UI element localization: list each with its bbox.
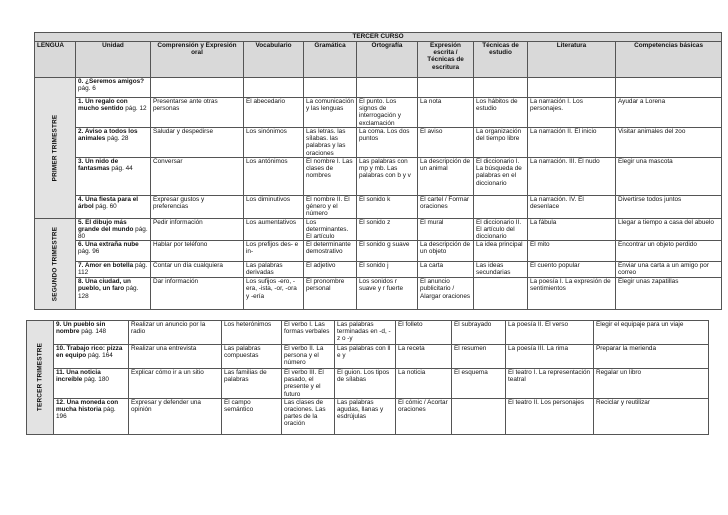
- unit-title: 1. Un regalo con mucho sentido: [78, 98, 128, 113]
- table-row: [27, 398, 709, 434]
- vocabulario-cell: Las familias de palabras: [222, 369, 282, 399]
- trimester-label: [35, 78, 76, 219]
- unit-title: 8. Una ciudad, un pueblo, un faro: [78, 278, 131, 293]
- gramatica-cell: El pronombre personal: [304, 278, 357, 310]
- vocabulario-cell: Los heterónimos: [222, 321, 282, 345]
- estudio-cell: [474, 78, 528, 98]
- ortografia-cell: Las palabras terminadas en -d, -z o -y: [335, 321, 396, 345]
- escritura-cell: El aviso: [418, 128, 474, 158]
- unit-cell: [54, 345, 129, 369]
- unit-title: 3. Un nido de fantasmas: [78, 158, 119, 173]
- escritura-cell: El cómic / Acortar oraciones: [396, 398, 452, 434]
- escritura-cell: La nota: [418, 98, 474, 128]
- escritura-cell: La carta: [418, 262, 474, 278]
- col-header-unidad: Unidad: [76, 42, 151, 78]
- competencias-cell: Llegar a tiempo a casa del abuelo: [616, 218, 722, 241]
- ortografia-cell: La coma. Los dos puntos: [357, 128, 418, 158]
- course-title: TERCER CURSO: [35, 33, 722, 42]
- competencias-cell: Regalar un libro: [594, 369, 709, 399]
- competencias-cell: Divertirse todos juntos: [616, 196, 722, 219]
- unit-page: pág. 44: [111, 165, 133, 173]
- gramatica-cell: El adjetivo: [304, 262, 357, 278]
- unit-cell: [76, 158, 151, 196]
- col-header-competencias: Competencias básicas: [616, 42, 722, 78]
- vocabulario-cell: Los sinónimos: [244, 128, 304, 158]
- unit-page: pág. 60: [95, 203, 117, 211]
- literatura-cell: [528, 78, 616, 98]
- comprension-cell: Saludar y despedirse: [151, 128, 244, 158]
- competencias-cell: [616, 78, 722, 98]
- unit-page: pág. 28: [107, 135, 129, 143]
- escritura-cell: La receta: [396, 345, 452, 369]
- col-header-ortografia: Ortografía: [357, 42, 418, 78]
- unit-page: pág. 96: [78, 248, 100, 256]
- unit-page: pág. 196: [56, 406, 116, 421]
- ortografia-cell: [357, 78, 418, 98]
- table-row: [35, 98, 722, 128]
- main-table: [34, 32, 722, 310]
- unit-page: pág. 80: [78, 225, 148, 241]
- gramatica-cell: El verbo II. La persona y el número: [282, 345, 335, 369]
- literatura-cell: La narración. IV. El desenlace: [528, 196, 616, 219]
- col-header-estudio: Técnicas de estudio: [474, 42, 528, 78]
- literatura-cell: La poesía I. La expresión de sentimientos: [528, 278, 616, 310]
- unit-page: pág. 128: [78, 285, 139, 300]
- unit-cell: [76, 262, 151, 278]
- gramatica-cell: Los determinantes. El artículo: [304, 218, 357, 241]
- gramatica-cell: El verbo III. El pasado, el presente y el futuro: [282, 369, 335, 399]
- competencias-cell: Elegir el equipaje para un viaje: [594, 321, 709, 345]
- trimester-label-text: PRIMER TRIMESTRE: [51, 114, 59, 182]
- vocabulario-cell: Los aumentativos: [244, 218, 304, 241]
- literatura-cell: La fábula: [528, 218, 616, 241]
- literatura-cell: La narración. III. El nudo: [528, 158, 616, 196]
- estudio-cell: Las ideas secundarias: [474, 262, 528, 278]
- unit-title: 9. Un pueblo sin nombre: [56, 321, 106, 336]
- unit-cell: [54, 398, 129, 434]
- estudio-cell: [474, 196, 528, 219]
- unit-cell: [76, 78, 151, 98]
- unit-cell: [76, 196, 151, 219]
- competencias-cell: Encontrar un objeto perdido: [616, 241, 722, 262]
- unit-cell: [76, 128, 151, 158]
- unit-page: pág. 12: [125, 105, 147, 113]
- col-header-gramatica: Gramática: [304, 42, 357, 78]
- ortografia-cell: El sonido z: [357, 218, 418, 241]
- ortografia-cell: Las palabras agudas, llanas y esdrújulas: [335, 398, 396, 434]
- table-row: [27, 369, 709, 399]
- comprension-cell: Realizar una entrevista: [129, 345, 222, 369]
- comprension-cell: Presentarse ante otras personas: [151, 98, 244, 128]
- unit-title: 2. Aviso a todos los animales: [78, 128, 138, 143]
- table-row: [35, 241, 722, 262]
- comprension-cell: Expresar y defender una opinión: [129, 398, 222, 434]
- unit-title: 10. Trabajo rico: pizza en equipo: [56, 345, 123, 360]
- estudio-cell: [474, 278, 528, 310]
- gramatica-cell: El verbo I. Las formas verbales: [282, 321, 335, 345]
- vocabulario-cell: Las palabras compuestas: [222, 345, 282, 369]
- ortografia-cell: El punto. Los signos de interrogación y exclamación: [357, 98, 418, 128]
- literatura-cell: El teatro II. Los personajes: [506, 398, 594, 434]
- unit-title: 6. Una extraña nube: [78, 241, 139, 249]
- unit-title: 0. ¿Seremos amigos?: [78, 78, 145, 85]
- table-row: [35, 278, 722, 310]
- unit-title: 11. Una noticia increíble: [56, 369, 101, 384]
- competencias-cell: Preparar la merienda: [594, 345, 709, 369]
- escritura-cell: El cartel / Formar oraciones: [418, 196, 474, 219]
- estudio-cell: El resumen: [452, 345, 506, 369]
- gramatica-cell: El determinante demostrativo: [304, 241, 357, 262]
- table-row: [35, 196, 722, 219]
- ortografia-cell: Las palabras con ll e y: [335, 345, 396, 369]
- unit-page: pág. 112: [78, 262, 148, 277]
- ortografia-cell: Los sonidos r suave y r fuerte: [357, 278, 418, 310]
- estudio-cell: La idea principal: [474, 241, 528, 262]
- unit-cell: [76, 278, 151, 310]
- table-row: [35, 128, 722, 158]
- estudio-cell: El diccionario II. El artículo del diccionario: [474, 218, 528, 241]
- unit-page: pág. 148: [81, 328, 107, 336]
- escritura-cell: El mural: [418, 218, 474, 241]
- gramatica-cell: La comunicación y las lenguas: [304, 98, 357, 128]
- comprension-cell: Pedir información: [151, 218, 244, 241]
- escritura-cell: El anuncio publicitario / Alargar oraciones: [418, 278, 474, 310]
- estudio-cell: El esquema: [452, 369, 506, 399]
- ortografia-cell: El sonido k: [357, 196, 418, 219]
- third-trimester-table: [26, 320, 709, 435]
- comprension-cell: Hablar por teléfono: [151, 241, 244, 262]
- table-row: [35, 158, 722, 196]
- gramatica-cell: [304, 78, 357, 98]
- competencias-cell: Enviar una carta a un amigo por correo: [616, 262, 722, 278]
- literatura-cell: La narración II. El inicio: [528, 128, 616, 158]
- vocabulario-cell: El abecedario: [244, 98, 304, 128]
- table-row: [35, 218, 722, 241]
- competencias-cell: Elegir unas zapatillas: [616, 278, 722, 310]
- gramatica-cell: Las letras. las sílabas. las palabras y las oraciones: [304, 128, 357, 158]
- ortografia-cell: El guion. Los tipos de sílabas: [335, 369, 396, 399]
- literatura-cell: El teatro I. La representación teatral: [506, 369, 594, 399]
- competencias-cell: Reciclar y reutilizar: [594, 398, 709, 434]
- unit-title: 7. Amor en botella: [78, 262, 134, 270]
- comprension-cell: Expresar gustos y preferencias: [151, 196, 244, 219]
- trimester-label-text: TERCER TRIMESTRE: [36, 343, 44, 412]
- unit-cell: [76, 218, 151, 241]
- estudio-cell: El diccionario I. La búsqueda de palabras en el diccionario: [474, 158, 528, 196]
- literatura-cell: El mito: [528, 241, 616, 262]
- unit-title: 5. El dibujo más grande del mundo: [78, 218, 134, 233]
- vocabulario-cell: Las palabras derivadas: [244, 262, 304, 278]
- unit-title: 12. Una moneda con mucha historia: [56, 398, 119, 414]
- competencias-cell: Elegir una mascota: [616, 158, 722, 196]
- escritura-cell: [418, 78, 474, 98]
- gramatica-cell: El nombre II. El género y el número: [304, 196, 357, 219]
- unit-cell: [76, 241, 151, 262]
- table-row: [35, 262, 722, 278]
- unit-title: 4. Una fiesta para el árbol: [78, 196, 139, 211]
- unit-cell: [76, 98, 151, 128]
- competencias-cell: Ayudar a Lorena: [616, 98, 722, 128]
- estudio-cell: Los hábitos de estudio: [474, 98, 528, 128]
- comprension-cell: Conversar: [151, 158, 244, 196]
- literatura-cell: La narración I. Los personajes.: [528, 98, 616, 128]
- vocabulario-cell: Los antónimos: [244, 158, 304, 196]
- trimester-label: [27, 321, 54, 435]
- estudio-cell: La organización del tiempo libre: [474, 128, 528, 158]
- table-row: [27, 345, 709, 369]
- ortografia-cell: Las palabras con mp y mb. Las palabras con b y v: [357, 158, 418, 196]
- unit-cell: [54, 369, 129, 399]
- trimester-label-text: SEGUNDO TRIMESTRE: [51, 226, 59, 302]
- vocabulario-cell: [244, 78, 304, 98]
- vocabulario-cell: Los sufijos -ero, -era, -ista, -or, -ora y -ería: [244, 278, 304, 310]
- literatura-cell: El cuento popular: [528, 262, 616, 278]
- gramatica-cell: El nombre I. Las clases de nombres: [304, 158, 357, 196]
- comprension-cell: Realizar un anuncio por la radio: [129, 321, 222, 345]
- unit-cell: [54, 321, 129, 345]
- estudio-cell: El subrayado: [452, 321, 506, 345]
- escritura-cell: La descripción de un objeto: [418, 241, 474, 262]
- ortografia-cell: El sonido g suave: [357, 241, 418, 262]
- escritura-cell: La noticia: [396, 369, 452, 399]
- vocabulario-cell: Los prefijos des- e in-: [244, 241, 304, 262]
- literatura-cell: La poesía II. El verso: [506, 321, 594, 345]
- estudio-cell: [452, 398, 506, 434]
- subject-label: LENGUA: [35, 42, 76, 78]
- gramatica-cell: Las clases de oraciones. Las partes de la oración: [282, 398, 335, 434]
- unit-page: pág. 6: [78, 85, 96, 93]
- vocabulario-cell: Los diminutivos: [244, 196, 304, 219]
- unit-page: pág. 164: [87, 352, 113, 360]
- comprension-cell: [151, 78, 244, 98]
- escritura-cell: La descripción de un animal: [418, 158, 474, 196]
- comprension-cell: Explicar cómo ir a un sitio: [129, 369, 222, 399]
- unit-page: pág. 180: [84, 376, 109, 384]
- col-header-literatura: Literatura: [528, 42, 616, 78]
- trimester-label: [35, 218, 76, 310]
- comprension-cell: Contar un día cualquiera: [151, 262, 244, 278]
- literatura-cell: La poesía III. La rima: [506, 345, 594, 369]
- table-row: [27, 321, 709, 345]
- table-row: [35, 78, 722, 98]
- col-header-escritura: Expresión escrita / Técnicas de escritura: [418, 42, 474, 78]
- comprension-cell: Dar información: [151, 278, 244, 310]
- escritura-cell: El folleto: [396, 321, 452, 345]
- competencias-cell: Visitar animales del zoo: [616, 128, 722, 158]
- vocabulario-cell: El campo semántico: [222, 398, 282, 434]
- col-header-comprension: Comprensión y Expresión oral: [151, 42, 244, 78]
- col-header-vocabulario: Vocabulario: [244, 42, 304, 78]
- ortografia-cell: El sonido j: [357, 262, 418, 278]
